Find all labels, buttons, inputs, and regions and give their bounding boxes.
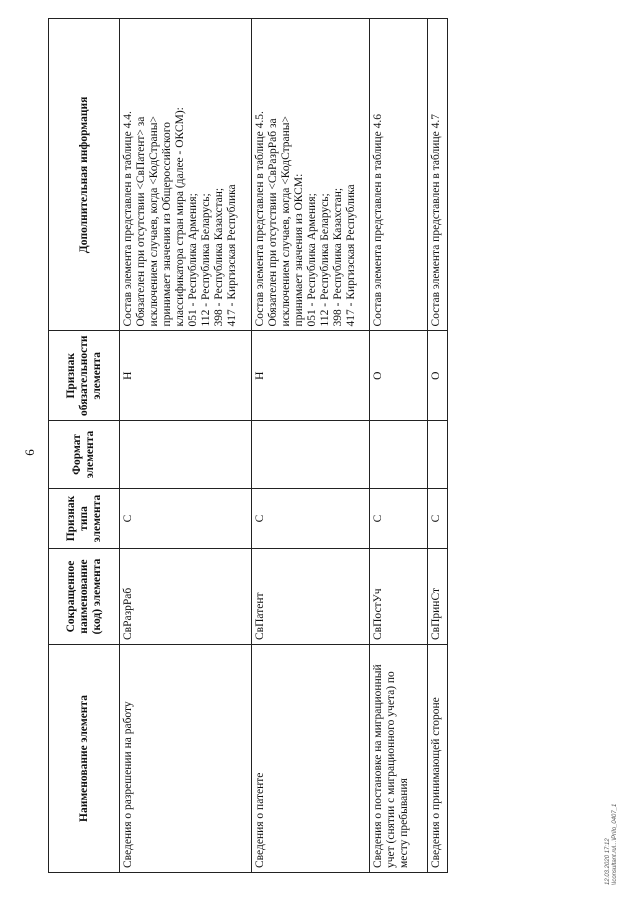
cell-element-code: СвПостУч — [370, 549, 428, 645]
cell-element-name: Сведения о постановке на миграционный учет (снятии с миграционного учета) по месту пребывания — [370, 645, 428, 873]
cell-additional-info — [428, 19, 448, 331]
cell-element-format — [428, 421, 448, 489]
header-element-name: Наименование элемента — [49, 645, 120, 873]
element-spec-table — [48, 18, 448, 873]
header-element-required: Признак обязательности элемента — [49, 331, 120, 421]
cell-additional-info — [252, 19, 370, 331]
info-line: классификатора стран мира (далее - ОКСМ): — [174, 107, 186, 327]
cell-element-type: С — [252, 489, 370, 549]
info-line: 398 - Республика Казахстан; — [213, 187, 225, 327]
info-line: Обязателен при отсутствии <СвРазрРаб за — [267, 118, 279, 327]
info-line: 051 - Республика Армения; — [187, 193, 199, 327]
header-element-type: Признак типа элемента — [49, 489, 120, 549]
cell-element-name: Сведения о разрешении на работу — [120, 645, 252, 873]
info-line: Состав элемента представлен в таблице 4.5. — [254, 111, 266, 327]
info-line: исключением случаев, когда <КодСтраны> — [148, 116, 160, 327]
cell-element-format — [370, 421, 428, 489]
table-row — [428, 19, 448, 873]
info-line: 112 - Республика Беларусь; — [200, 193, 212, 327]
footer-file-path: \\consultant.ru\...\Prilo_0407_1 — [612, 803, 618, 885]
cell-element-required: О — [428, 331, 448, 421]
footer-timestamp: 12.03.2020 17:12 — [605, 838, 611, 885]
info-line: 112 - Республика Беларусь; — [319, 193, 331, 327]
header-element-format: Формат элемента — [49, 421, 120, 489]
footer-stamp — [605, 804, 619, 885]
cell-element-code: СвПринСт — [428, 549, 448, 645]
header-element-code: Сокращенное наименование (код) элемента — [49, 549, 120, 645]
info-line: 398 - Республика Казахстан; — [332, 187, 344, 327]
page-number: 6 — [22, 449, 37, 456]
info-line: 417 - Киргизская Республика — [226, 184, 238, 327]
cell-additional-info — [370, 19, 428, 331]
cell-element-name: Сведения о принимающей стороне — [428, 645, 448, 873]
cell-element-required: Н — [120, 331, 252, 421]
info-line: Состав элемента представлен в таблице 4.4. — [122, 111, 134, 327]
cell-element-format — [120, 421, 252, 489]
info-line: Состав элемента представлен в таблице 4.7 — [430, 114, 442, 327]
cell-element-type: С — [120, 489, 252, 549]
info-line: 051 - Республика Армения; — [306, 193, 318, 327]
info-line: исключением случаев, когда <КодСтраны> — [280, 116, 292, 327]
cell-additional-info — [120, 19, 252, 331]
cell-element-name: Сведения о патенте — [252, 645, 370, 873]
cell-element-type: С — [428, 489, 448, 549]
info-line: Состав элемента представлен в таблице 4.6 — [372, 114, 384, 327]
cell-element-type: С — [370, 489, 428, 549]
info-line: 417 - Киргизская Республика — [345, 184, 357, 327]
cell-element-required: О — [370, 331, 428, 421]
header-additional-info: Дополнительная информация — [49, 19, 120, 331]
table-row — [120, 19, 252, 873]
table-header-row — [49, 19, 120, 873]
table-row — [252, 19, 370, 873]
info-line: Обязателен при отсутствии <СвПатент> за — [135, 116, 147, 327]
info-line: принимает значения из Общероссийского — [161, 122, 173, 327]
cell-element-code: СвРазрРаб — [120, 549, 252, 645]
cell-element-format — [252, 421, 370, 489]
table-row — [370, 19, 428, 873]
cell-element-code: СвПатент — [252, 549, 370, 645]
info-line: принимает значения из ОКСМ: — [293, 173, 305, 327]
cell-element-required: Н — [252, 331, 370, 421]
